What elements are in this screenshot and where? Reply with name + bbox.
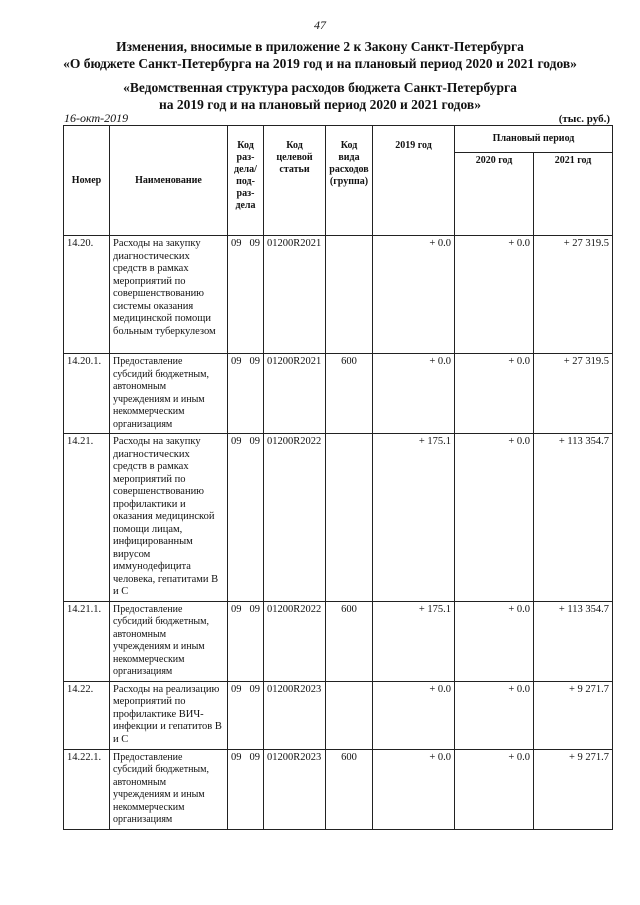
table-row — [64, 354, 613, 434]
header-year-2021: 2021 год — [534, 153, 613, 236]
row-number: 14.20.1. — [64, 354, 110, 434]
row-name: Расходы на реализацию мероприятий по профилактике ВИЧ-инфекции и гепатитов В и С — [110, 681, 228, 749]
row-value-2019: + 0.0 — [373, 749, 455, 829]
row-target-code: 01200R2021 — [264, 354, 326, 434]
row-podrazdel: 09 — [249, 751, 260, 763]
row-expense-type-code — [326, 681, 373, 749]
page-number: 47 — [314, 18, 326, 32]
row-expense-type-code: 600 — [326, 749, 373, 829]
row-name: Расходы на закупку диагностических средств в рамках мероприятий по совершенствованию профилактики и оказания медицинской помощи лицам, инфицированным вирусом иммунодефицита человека, гепатитами В и С — [110, 434, 228, 602]
document-title — [40, 38, 600, 72]
row-value-2020: + 0.0 — [455, 236, 534, 354]
row-value-2021: + 27 319.5 — [534, 354, 613, 434]
row-value-2021: + 113 354.7 — [534, 434, 613, 602]
row-number: 14.21.1. — [64, 601, 110, 681]
row-value-2021: + 9 271.7 — [534, 749, 613, 829]
row-number: 14.22.1. — [64, 749, 110, 829]
row-razdel: 09 — [231, 683, 242, 695]
units-label: (тыс. руб.) — [558, 113, 610, 125]
row-value-2019: + 0.0 — [373, 236, 455, 354]
row-section-code — [228, 749, 264, 829]
row-razdel: 09 — [231, 751, 242, 763]
document-date: 16-окт-2019 — [64, 111, 129, 125]
row-value-2020: + 0.0 — [455, 354, 534, 434]
row-value-2019: + 175.1 — [373, 434, 455, 602]
row-value-2020: + 0.0 — [455, 601, 534, 681]
row-value-2020: + 0.0 — [455, 749, 534, 829]
expenditure-table — [63, 125, 613, 830]
row-section-code — [228, 601, 264, 681]
table-row — [64, 434, 613, 602]
header-name: Наименование — [110, 126, 228, 236]
header-year-2020: 2020 год — [455, 153, 534, 236]
row-podrazdel: 09 — [249, 603, 260, 615]
row-section-code — [228, 681, 264, 749]
row-name: Предоставление субсидий бюджетным, автономным учреждениям и иным некоммерческим организациям — [110, 354, 228, 434]
row-name: Предоставление субсидий бюджетным, автономным учреждениям и иным некоммерческим организациям — [110, 749, 228, 829]
row-podrazdel: 09 — [249, 436, 260, 447]
table-row — [64, 601, 613, 681]
table-row — [64, 236, 613, 354]
row-value-2021: + 27 319.5 — [534, 236, 613, 354]
row-target-code: 01200R2023 — [264, 749, 326, 829]
header-expense-type-code: Код вида расходов (группа) — [326, 126, 373, 236]
header-row — [64, 126, 613, 153]
table-row — [64, 749, 613, 829]
row-podrazdel: 09 — [249, 683, 260, 695]
row-expense-type-code — [326, 434, 373, 602]
header-section-code: Код раз-дела/ под-раз-дела — [228, 126, 264, 236]
row-section-code — [228, 354, 264, 434]
row-name: Предоставление субсидий бюджетным, автономным учреждениям и иным некоммерческим организациям — [110, 601, 228, 681]
row-expense-type-code: 600 — [326, 601, 373, 681]
row-name: Расходы на закупку диагностических средств в рамках мероприятий по совершенствованию системы оказания медицинской помощи больным туберкулезом — [110, 236, 228, 354]
row-expense-type-code — [326, 236, 373, 354]
title-line-1: Изменения, вносимые в приложение 2 к Закону Санкт-Петербурга — [116, 39, 524, 54]
table-body — [64, 236, 613, 830]
row-razdel: 09 — [231, 603, 242, 615]
subtitle-line-1: «Ведомственная структура расходов бюджета Санкт-Петербурга — [123, 80, 517, 95]
row-value-2020: + 0.0 — [455, 681, 534, 749]
row-target-code: 01200R2021 — [264, 236, 326, 354]
row-section-code — [228, 236, 264, 354]
header-target-code: Код целевой статьи — [264, 126, 326, 236]
row-razdel: 09 — [231, 436, 242, 447]
row-razdel: 09 — [231, 238, 242, 249]
subtitle-line-2: на 2019 год и на плановый период 2020 и 2021 годов» — [159, 97, 481, 112]
row-value-2019: + 0.0 — [373, 354, 455, 434]
header-number: Номер — [64, 126, 110, 236]
row-podrazdel: 09 — [249, 356, 260, 367]
row-number: 14.21. — [64, 434, 110, 602]
row-target-code: 01200R2023 — [264, 681, 326, 749]
row-value-2019: + 0.0 — [373, 681, 455, 749]
row-section-code — [228, 434, 264, 602]
row-number: 14.20. — [64, 236, 110, 354]
table-title — [40, 79, 600, 113]
title-line-2: «О бюджете Санкт-Петербурга на 2019 год и на плановый период 2020 и 2021 годов» — [63, 56, 577, 71]
row-razdel: 09 — [231, 356, 242, 367]
row-expense-type-code: 600 — [326, 354, 373, 434]
table-row — [64, 681, 613, 749]
row-value-2021: + 9 271.7 — [534, 681, 613, 749]
row-value-2019: + 175.1 — [373, 601, 455, 681]
header-year-2019: 2019 год — [373, 126, 455, 236]
row-target-code: 01200R2022 — [264, 601, 326, 681]
row-value-2020: + 0.0 — [455, 434, 534, 602]
row-number: 14.22. — [64, 681, 110, 749]
row-value-2021: + 113 354.7 — [534, 601, 613, 681]
header-planned-period: Плановый период — [455, 126, 613, 153]
row-podrazdel: 09 — [249, 238, 260, 249]
row-target-code: 01200R2022 — [264, 434, 326, 602]
